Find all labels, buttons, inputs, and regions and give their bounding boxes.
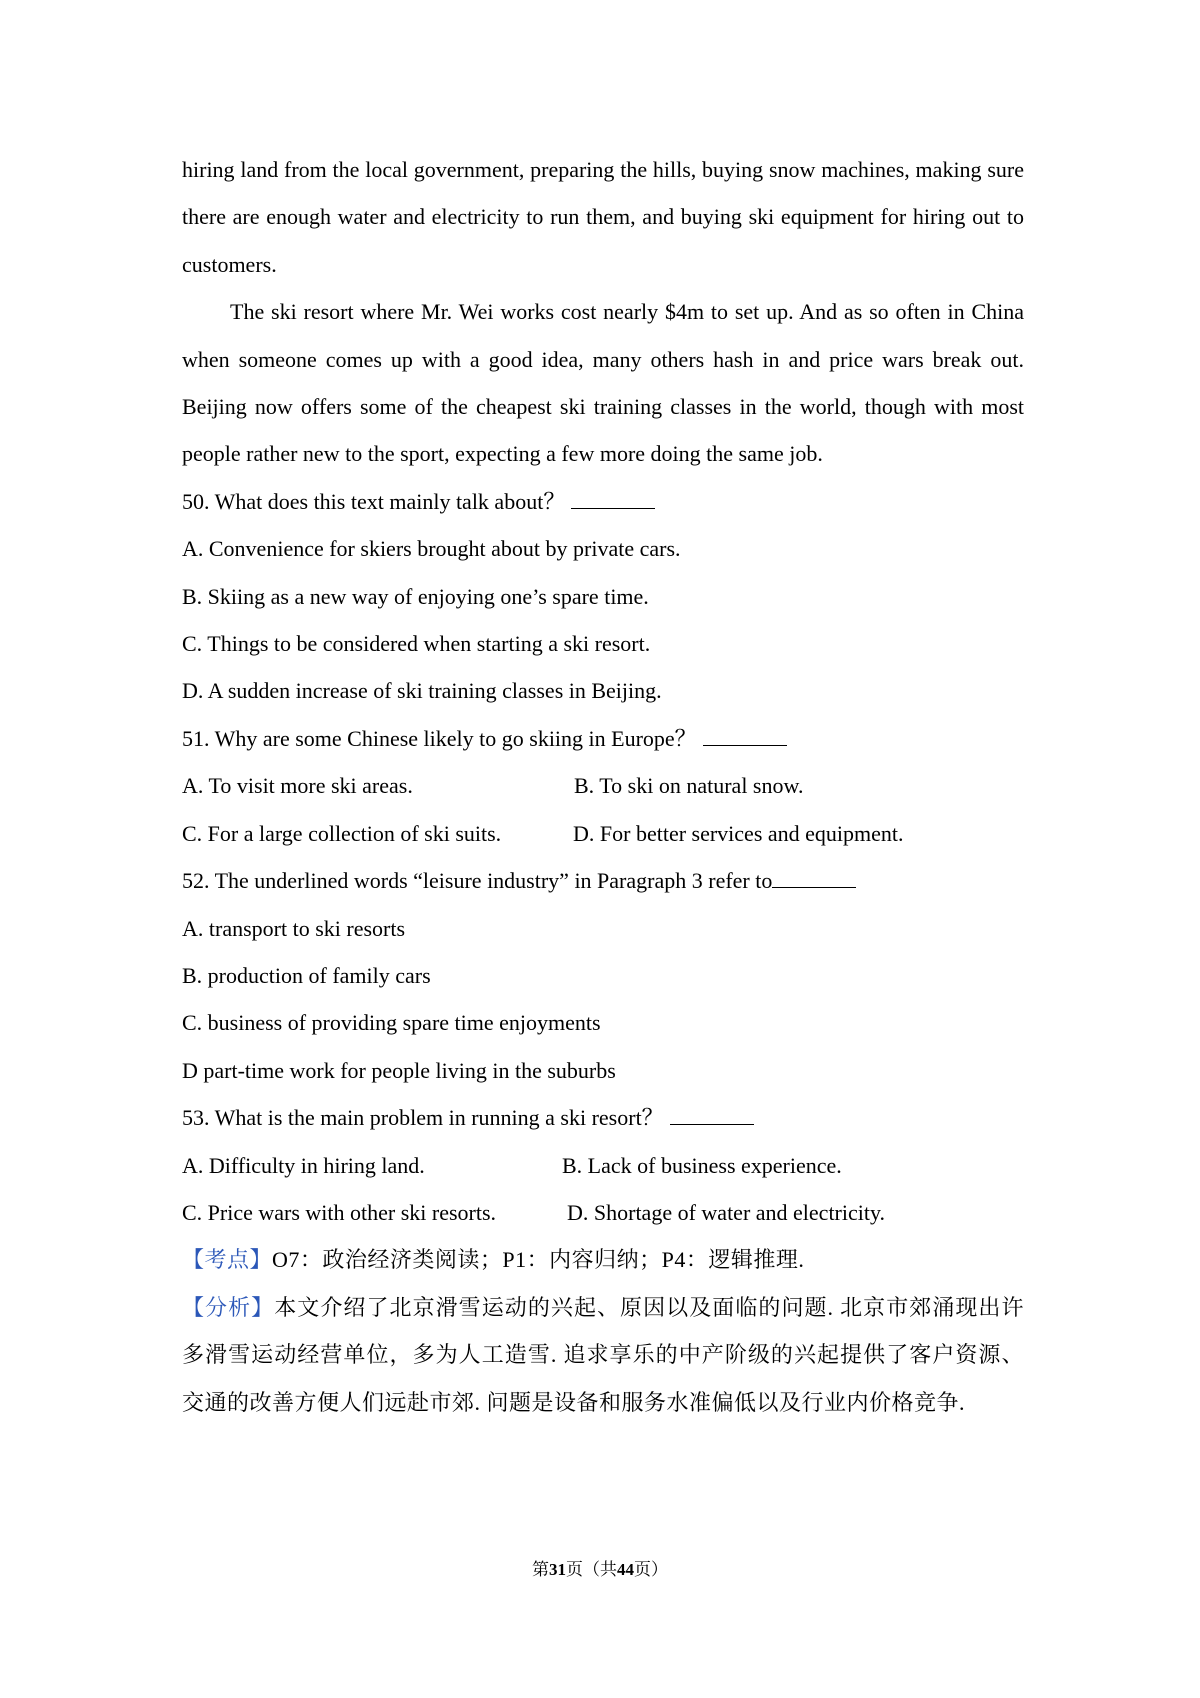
question-51-option-a: A. To visit more ski areas. bbox=[182, 773, 413, 799]
fenxi-section bbox=[182, 1284, 1024, 1426]
question-50-stem: 50. What does this text mainly talk about？ bbox=[182, 478, 1024, 525]
question-52-option-b: B. production of family cars bbox=[182, 962, 431, 988]
question-50-option-d: D. A sudden increase of ski training classes in Beijing. bbox=[182, 678, 662, 704]
question-51-options-row-1 bbox=[182, 762, 1024, 809]
question-51-options-row-2 bbox=[182, 810, 1024, 857]
answer-blank bbox=[772, 865, 856, 888]
question-53-options-row-2 bbox=[182, 1189, 1024, 1236]
question-53-options-row-1 bbox=[182, 1142, 1024, 1189]
question-51-option-d: D. For better services and equipment. bbox=[573, 820, 904, 846]
question-53-option-b: B. Lack of business experience. bbox=[562, 1152, 842, 1178]
kaodian-section bbox=[182, 1236, 1024, 1283]
fenxi-text: 本文介绍了北京滑雪运动的兴起、原因以及面临的问题. 北京市郊涌现出许多滑雪运动经营单位，多为人工造雪. 追求享乐的中产阶级的兴起提供了客户资源、交通的改善方便人们远赴市郊. 问题是设备和服务水准偏低以及行业内价格竞争. bbox=[182, 1294, 1024, 1415]
question-52-option-d: D part-time work for people living in the suburbs bbox=[182, 1057, 616, 1083]
fenxi-tag: 【分析】 bbox=[182, 1294, 275, 1320]
question-53-stem: 53. What is the main problem in running a ski resort？ bbox=[182, 1094, 1024, 1141]
answer-blank bbox=[703, 723, 787, 746]
kaodian-tag: 【考点】 bbox=[182, 1247, 273, 1273]
passage-paragraph-2: The ski resort where Mr. Wei works cost nearly $4m to set up. And as so often in China when someone comes up with a good idea, many others hash in and price wars break out. Beijing now offers some of the cheapest ski training classes in the world, though with most people rather new to the sport, expecting a few more doing the same job. bbox=[182, 299, 1024, 467]
question-52-stem: 52. The underlined words “leisure industry” in Paragraph 3 refer to bbox=[182, 857, 1024, 904]
question-52-option-c: C. business of providing spare time enjoyments bbox=[182, 1010, 601, 1036]
question-50-option-a: A. Convenience for skiers brought about by private cars. bbox=[182, 536, 681, 562]
question-53-option-a: A. Difficulty in hiring land. bbox=[182, 1152, 425, 1178]
passage-paragraph-1: hiring land from the local government, preparing the hills, buying snow machines, making sure there are enough water and electricity to run them, and buying ski equipment for hiring out to customers. bbox=[182, 157, 1024, 277]
answer-blank bbox=[571, 486, 655, 509]
page-number: 31 bbox=[549, 1560, 566, 1579]
question-50-option-b: B. Skiing as a new way of enjoying one’s spare time. bbox=[182, 583, 649, 609]
kaodian-text: O7：政治经济类阅读；P1：内容归纳；P4：逻辑推理. bbox=[272, 1247, 805, 1273]
question-51-stem: 51. Why are some Chinese likely to go skiing in Europe？ bbox=[182, 715, 1024, 762]
question-51-option-c: C. For a large collection of ski suits. bbox=[182, 820, 502, 846]
question-52-option-a: A. transport to ski resorts bbox=[182, 915, 406, 941]
question-53-option-c: C. Price wars with other ski resorts. bbox=[182, 1199, 497, 1225]
page-footer: 第31页（共44页） bbox=[532, 1560, 668, 1579]
page-total: 44 bbox=[617, 1560, 634, 1579]
question-50-option-c: C. Things to be considered when starting a ski resort. bbox=[182, 631, 651, 657]
question-51-option-b: B. To ski on natural snow. bbox=[574, 773, 804, 799]
question-53-option-d: D. Shortage of water and electricity. bbox=[567, 1199, 886, 1225]
document-body bbox=[182, 146, 1024, 1426]
answer-blank bbox=[670, 1102, 754, 1125]
